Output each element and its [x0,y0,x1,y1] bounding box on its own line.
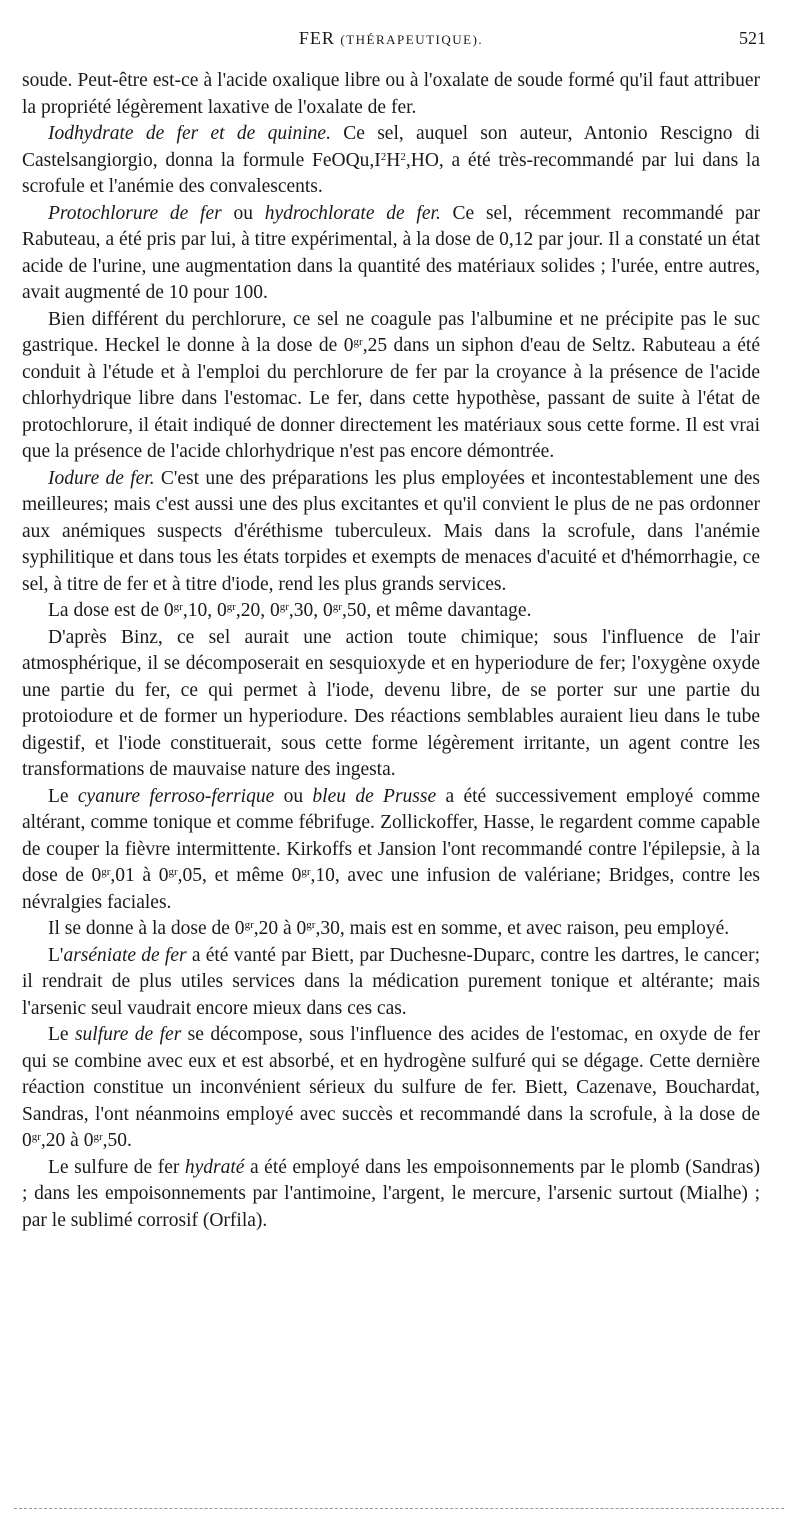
paragraph [22,598,760,625]
text-run: Il se donne à la dose de 0 [48,918,245,939]
text-run: Le sulfure de fer [48,1156,185,1178]
paragraph [22,784,760,917]
text-run: C'est une des préparations les plus employées et incontestablement une des meilleures; mais c'est aussi une des plus excitantes et qu'il convient le plus de ne pas ordonner aux anémiques suspects d'éréthisme tuberculeux. Mais dans la scrofule, dans l'anémie syphilitique et dans tous les états torpides et exempts de menaces d'acuité et d'hémorrhagie, ce sel, à titre de fer et à titre d'iode, rend les plus grands services. [22,467,761,595]
superscript: 2 [380,150,387,163]
text-run: ,HO, a été très-recommandé par lui dans la scrofule et l'anémie des convalescents. [22,149,760,197]
superscript: 2 [400,150,406,163]
text-run: D'après Binz, ce sel aurait une action toute chimique; sous l'influence de l'air atmosphérique, il se décomposerait en sesquioxyde et en hyperiodure de fer; l'oxygène oxyde une partie du fer, ce qui permet à l'iode, devenu libre, de se porter sur une partie du protoiodure et de former un hyperiodure. Des réactions semblables auraient lieu dans le tube digestif, et l'iode constituerait, sous cette forme légèrement irritante, un agent contre les transformations de mauvaise nature des ingesta. [22,626,760,780]
text-run: ,30, 0 [288,600,333,621]
text-run: ,01 à 0 [110,865,169,886]
italic-text: hydrochlorate de fer. [264,202,441,224]
paragraph [22,68,760,121]
italic-text: Iodure de fer. [48,467,155,489]
paragraph [22,1155,760,1235]
paragraph [22,201,760,307]
text-run: a été successivement employé comme altérant, comme tonique et comme fébrifuge. Zollickoffer, Hasse, le regardent comme capable de couper la fièvre intermittente. Kirkoffs et Jansion l'ont recommandé contre l'épilepsie, à la dose de 0 [22,785,761,886]
text-run: Bien différent du perchlorure, ce sel ne coagule pas l'albumine et ne précipite pas le suc gastrique. Heckel le donne à la dose de 0 [22,308,760,356]
superscript: gr [353,336,363,348]
text-run: se décompose, sous l'influence des acides de l'estomac, en oxyde de fer qui se combine avec eux et est absorbé, et en hydrogène sulfuré qui se dégage. Cette dernière réaction constitue un inconvénient sérieux du sulfure de fer. Biett, Cazenave, Bouchardat, Sandras, l'ont néanmoins employé avec succès et recommandé dans la scrofule, à la dose de 0 [22,1024,760,1151]
paragraph [22,625,760,784]
superscript: gr [31,1131,41,1143]
paragraph [22,121,760,201]
superscript: gr [306,919,316,931]
superscript: gr [173,601,183,613]
text-run: ,20 à 0 [40,1130,94,1151]
paragraph [22,307,760,466]
text-run: ,20, 0 [235,600,280,621]
text-run: Ce sel, auquel son auteur, Antonio Rescigno di Castelsangiorgio, donna la formule FeOQu,I [22,123,760,171]
paragraph [22,943,760,1023]
running-title [22,28,760,49]
superscript: gr [244,919,254,931]
paragraph [22,916,760,943]
italic-text: hydraté [184,1156,245,1178]
text-run: ou [221,202,265,224]
page-number: 521 [739,28,766,48]
text-run: ,10, avec une infusion de valériane; Bridges, contre les névralgies faciales. [22,865,760,913]
text-run: a été vanté par Biett, par Duchesne-Duparc, contre les dartres, le cancer; il rendrait de plus utiles services dans la médication purement tonique et altérante; mais l'arsenic seul vaudrait encore mieux dans ces cas. [22,944,761,1019]
text-run: ,25 dans un siphon d'eau de Seltz. Rabuteau a été conduit à l'étude et à l'emploi du perchlorure de fer par la croyance à la présence de l'acide chlorhydrique libre dans l'estomac. Le fer, dans cette hypothèse, passant de suite à l'état de protochlorure, il était indiqué de donner directement les matériaux sous cette forme. Il est vrai que la présence de l'acide chlorhydrique n'est pas encore démontrée. [22,335,760,462]
text-run: Le [48,785,78,807]
superscript: gr [301,866,311,878]
italic-text: Protochlorure de fer [48,202,222,224]
text-run: Le [48,1024,75,1045]
book-page [22,28,766,1234]
text-run: ,20 à 0 [253,918,307,939]
superscript: gr [226,601,236,613]
running-title-main: FER [298,28,335,48]
italic-text: arséniate de fer [63,944,187,966]
superscript: gr [93,1131,103,1143]
running-title-sub: (THÉRAPEUTIQUE). [340,32,484,47]
paragraph [22,1022,760,1155]
text-run: ,50, et même davantage. [341,600,532,621]
italic-text: Iodhydrate de fer et de quinine. [48,123,331,144]
text-run: Ce sel, récemment recommandé par Rabuteau, a été pris par lui, à titre expérimental, à la dose de 0,12 par jour. Il a constaté un état acide de l'urine, une augmentation dans la quantité des matériaux solides ; l'urée, entre autres, avait augmenté de 10 pour 100. [22,202,760,303]
italic-text: cyanure ferroso-ferrique [77,785,275,807]
superscript: gr [168,866,178,878]
text-run: L' [48,944,64,966]
text-run: ou [274,785,313,807]
text-run: a été employé dans les empoisonnements par le plomb (Sandras) ; dans les empoisonnements par l'antimoine, l'argent, le mercure, l'arsenic surtout (Mialhe) ; par le sublimé corrosif (Orfila). [22,1156,760,1231]
italic-text: sulfure de fer [74,1024,182,1045]
paragraph [22,466,760,599]
text-run: ,05, et même 0 [177,865,302,886]
superscript: gr [279,601,289,613]
text-run: soude. Peut-être est-ce à l'acide oxalique libre ou à l'oxalate de soude formé qu'il faut attribuer la propriété légèrement laxative de l'oxalate de fer. [22,70,760,118]
running-head [22,28,766,56]
text-run: La dose est de 0 [48,600,174,621]
text-run: ,10, 0 [182,600,227,621]
italic-text: bleu de Prusse [312,785,437,807]
body-text [22,68,760,1234]
text-run: H [386,149,401,171]
superscript: gr [332,601,342,613]
superscript: gr [101,866,111,878]
footer-rule [14,1508,784,1509]
text-run: ,30, mais est en somme, et avec raison, peu employé. [315,918,730,939]
text-run: ,50. [102,1130,132,1151]
